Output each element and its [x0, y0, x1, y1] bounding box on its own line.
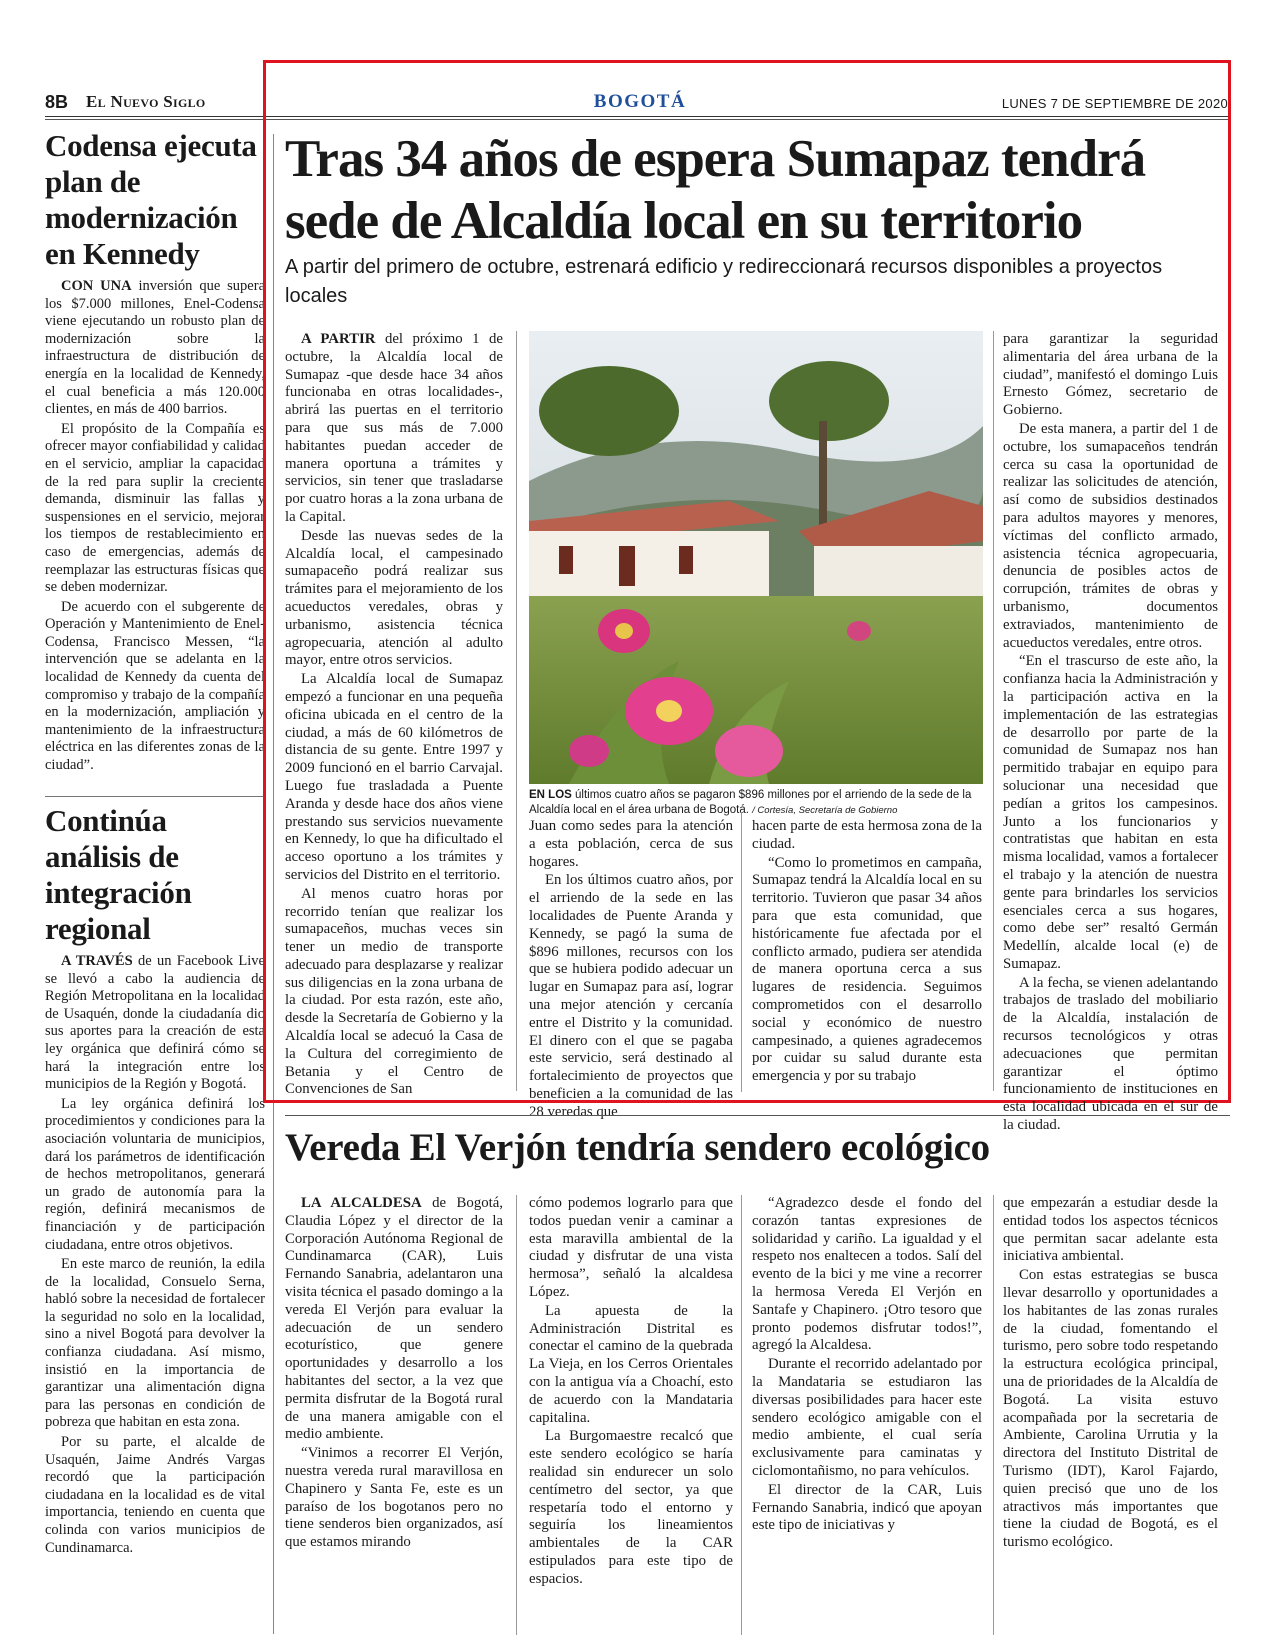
body-paragraph: Durante el recorrido adelantado por la Mandataria se estudiaron las diversas posibilidades para hacer este sendero ecológico amigable con el medio ambiente, el cual sería exclusivamente para caminatas y ciclomontañismo, no para vehículos. — [752, 1356, 982, 1479]
body-paragraph: Con estas estrategias se busca llevar desarrollo y oportunidades a los habitantes de las zonas rurales de la ciudad, fomentando el turismo, pero sobre todo respetando la estructura ecológica principal, una de prioridades de la Alcaldía de Bogotá. La visita estuvo acompañada por la secretaria de Ambiente, Carolina Urrutia y la directora del Instituto Distrital de Turismo (IDT), Karol Fajardo, quien precisó que uno de los atractivos más importantes que tiene la ciudad de Bogotá, es el turismo ecológico. — [1003, 1267, 1218, 1551]
sidebar-paragraph: De acuerdo con el subgerente de Operación y Mantenimiento de Enel-Codensa, Francisco Messen, “la intervención que se adelanta en la localidad de Kennedy da cuenta del compromiso y trabajo de la compañía en la modernización, ampliación y mantenimiento de la infraestructura eléctrica en las diferentes zonas de la ciudad”. — [45, 598, 265, 774]
body-paragraph: cómo podemos lograrlo para que todos puedan venir a caminar a esta maravilla ambiental de la ciudad y disfrutar de una vista hermosa”, señaló la alcaldesa López. — [529, 1195, 733, 1300]
sidebar-paragraph: En este marco de reunión, la edila de la localidad, Consuelo Serna, habló sobre la necesidad de fortalecer la seguridad no solo en la localidad, sino a nivel Bogotá para devolver la confianza ciudadana. Así mismo, insistió en la importancia de garantizar una alimentación digna para las personas en condición de pobreza que habitan en esta zona. — [45, 1256, 265, 1431]
sidebar-paragraph: El propósito de la Compañía es ofrecer mayor confiabilidad y calidad en el servicio, ampliar la capacidad de la red para suplir la creciente demanda, disminuir las fallas y suspensiones en el servicio, mejorar los tiempos de restablecimiento en caso de emergencias, además de reemplazar las estructuras físicas que se deben modernizar. — [45, 420, 265, 596]
photo-credit: / Cortesía, Secretaría de Gobierno — [752, 805, 898, 816]
body-paragraph: “En el trascurso de este año, la confianza hacia la Administración y la participación activa en la implementación de las estrategias de desarrollo por parte de la comunidad de Sumapaz nos han permitido trabajar en equipo para solucionar una necesidad que pedían a gritos los campesinos. Junto a los funcionarios y contratistas que habitan en esta misma localidad, vamos a fortalecer el trabajo y la atención de nuestra gente para brindarles los servicios esenciales cerca a sus hogares, como debe ser” resaltó Germán Medellín, alcalde local (e) de Sumapaz. — [1003, 653, 1218, 972]
body-paragraph: La Alcaldía local de Sumapaz empezó a funcionar en una pequeña oficina ubicada en el centro de la ciudad, a más de 60 kilómetros de distancia de su gente. Entre 1997 y 2009 funcionó en el barrio Carvajal. Luego fue trasladada a Puente Aranda y desde hace dos años viene prestando sus servicios nuevamente en Kennedy, lo que ha dificultado el acceso oportuno a los trámites y servicios del Distrito en el territorio. — [285, 671, 503, 883]
main-subhead: A partir del primero de octubre, estrenará edificio y redireccionará recursos disponibles a proyectos locales — [285, 256, 1163, 307]
rural-house-photo — [529, 331, 983, 784]
body-paragraph: “Como lo prometimos en campaña, Sumapaz tendrá la Alcaldía local en su territorio. Tuvieron que pasar 34 años para que esta comunidad, que históricamente fue afectada por el conflicto armado, pudiera ser atendida de manera oportuna cerca a sus lugares de residencia. Seguimos comprometidos con el desarrollo social y económico de nuestro campesinado, a quienes agradecemos por cuidar su salud durante esta emergencia y por su trabajo — [752, 854, 982, 1085]
body-paragraph: El director de la CAR, Luis Fernando Sanabria, indicó que apoyan este tipo de iniciativas y — [752, 1481, 982, 1534]
second-column-2 — [529, 1195, 733, 1590]
body-paragraph: “Vinimos a recorrer El Verjón, nuestra vereda rural maravillosa en Chapinero y Santa Fe, este es un paraíso de los bogotanos pero no tiene senderos bien organizados, así que estamos mirando — [285, 1445, 503, 1551]
sidebar-headline: Continúa análisis de integración regional — [45, 803, 192, 946]
column-rule — [741, 812, 742, 1092]
sidebar-paragraph: CON UNA inversión que supera los $7.000 millones, Enel-Codensa viene ejecutando un robusto plan de modernización sobre la infraestructura de distribución de energía en la localidad de Kennedy, el cual beneficia a más 120.000 clientes, en más de 400 barrios. — [45, 278, 266, 418]
kicker: A TRAVÉS — [61, 953, 133, 969]
photo-caption — [529, 788, 983, 818]
body-paragraph: Juan como sedes para la atención a esta población, cerca de sus hogares. — [529, 818, 733, 870]
main-column-2 — [529, 818, 733, 1123]
body-paragraph: La Burgomaestre recalcó que este sendero ecológico se haría realidad sin endurecer un solo centímetro del sector, ya que respetaría todo el entorno y seguiría los lineamientos ambientales de la CAR estipulados para este tipo de espacios. — [529, 1428, 733, 1587]
body-paragraph: Desde las nuevas sedes de la Alcaldía local, el campesinado sumapaceño podrá realizar sus trámites para el mejoramiento de los acueductos veredales, obras y urbanismo, asistencia técnica agropecuaria, atención al adulto mayor, entre otros servicios. — [285, 527, 503, 669]
main-column-1 — [285, 331, 503, 1100]
sidebar-paragraph: A TRAVÉS de un Facebook Live se llevó a cabo la audiencia de Región Metropolitana en la localidad de Usaquén, donde la ciudadanía dio sus aportes para la creación de esta ley orgánica que definirá cómo se hará la integración entre los municipios de la Región y Bogotá. — [45, 953, 265, 1093]
second-column-1 — [285, 1195, 503, 1553]
column-rule — [741, 1195, 742, 1635]
sidebar-paragraph: Por su parte, el alcalde de Usaquén, Jaime Andrés Vargas recordó que la participación ciudadana en la localidad es de vital importancia, teniendo en cuenta que colinda con varios municipios de Cundinamarca. — [45, 1434, 265, 1556]
sidebar-headline: Codensa ejecuta plan de modernización en Kennedy — [45, 128, 257, 271]
caption-text: últimos cuatro años se pagaron $896 millones por el arriendo de la sede de la Alcaldía local en el área urbana de Bogotá. — [529, 789, 972, 816]
sidebar-story-codensa — [45, 128, 265, 777]
issue-date: LUNES 7 DE SEPTIEMBRE DE 2020 — [1001, 96, 1228, 111]
kicker: CON UNA — [61, 278, 132, 294]
body-paragraph: para garantizar la seguridad alimentaria del área urbana de la ciudad”, manifestó el domingo Luis Ernesto Gómez, secretario de Gobierno. — [1003, 331, 1218, 419]
kicker: LA ALCALDESA — [301, 1195, 422, 1211]
kicker: A PARTIR — [301, 331, 376, 347]
body-paragraph: Al menos cuatro horas por recorrido tenían que realizar los sumapaceños, muchas veces sin tener un medio de transporte adecuado para desplazarse y realizar sus diligencias en la zona urbana de la ciudad. Por esta razón, este año, desde la Secretaría de Gobierno y la Alcaldía local se adecuó la Casa de la Cultura del corregimiento de Betania y el Centro de Convenciones de San — [285, 885, 503, 1098]
main-column-3 — [752, 818, 982, 1087]
second-column-4 — [1003, 1195, 1218, 1553]
main-column-4 — [1003, 331, 1218, 1136]
sidebar-story-integracion — [45, 803, 265, 1559]
article-photo — [529, 331, 983, 784]
second-headline: Vereda El Verjón tendría sendero ecológico — [285, 1126, 990, 1169]
caption-kicker: EN LOS — [529, 789, 572, 801]
body-paragraph: que empezarán a estudiar desde la entidad todos los aspectos técnicos que permitan sacar adelante esta iniciativa ambiental. — [1003, 1195, 1218, 1265]
body-paragraph: A PARTIR del próximo 1 de octubre, la Alcaldía local de Sumapaz -que desde hace 34 años funcionaba en otras localidades-, abrirá las puertas en el territorio para que sus más de 7.000 habitantes puedan acceder de manera oportuna a trámites y servicios, sin tener que trasladarse por cuatro horas a la zona urbana de la Capital. — [285, 331, 503, 525]
body-paragraph: De esta manera, a partir del 1 de octubre, los sumapaceños tendrán cerca su casa la oportunidad de realizar las solicitudes de atención, así como de subsidios destinados para adultos mayores y menores, víctimas del conflicto armado, asistencia técnica agropecuaria, denuncia de posibles actos de corrupción, trámites de obras y urbanismo, documentos extraviados, mantenimiento de acueductos veredales, entre otros. — [1003, 420, 1218, 651]
body-paragraph: A la fecha, se vienen adelantando trabajos de traslado del mobiliario de la Alcaldía, instalación de recursos tecnológicos y otras adecuaciones que permitan garantizar el óptimo funcionamiento de instituciones en esta localidad ubicada en el sur de la ciudad. — [1003, 974, 1218, 1134]
page-number: 8B — [45, 92, 69, 112]
body-paragraph: La apuesta de la Administración Distrital es conectar el camino de la quebrada La Vieja, en los Cerros Orientales con la antigua vía a Choachí, esto de acuerdo con la Mandataria capitalina. — [529, 1302, 733, 1426]
section-label: BOGOTÁ — [593, 91, 687, 112]
sidebar-paragraph: La ley orgánica definirá los procedimientos y condiciones para la asociación voluntaria de municipios, dará los parámetros de identificación de hechos metropolitanos, generará un grado de autonomía para la región, definirá mecanismos de financiación y de participación ciudadana, entre otros objetivos. — [45, 1095, 265, 1253]
story-divider — [285, 1115, 1230, 1116]
second-column-3 — [752, 1195, 982, 1536]
body-paragraph: En los últimos cuatro años, por el arriendo de la sede en las localidades de Puente Aranda y Kennedy, se pagó la suma de $896 millones, recursos con los que se hubiera podido adecuar un lugar en Sumapaz para así, lograr una mejor atención y cercanía entre el Distrito y la comunidad. El dinero con el que se pagaba este servicio, será destinado al fortalecimiento de proyectos que beneficien a la comunidad de las 28 veredas que — [529, 872, 733, 1120]
column-rule — [516, 1195, 517, 1635]
column-rule — [993, 1195, 994, 1635]
sidebar-divider — [45, 796, 265, 797]
main-headline: Tras 34 años de espera Sumapaz tendrá sede de Alcaldía local en su territorio — [285, 130, 1146, 250]
column-rule — [993, 331, 994, 1091]
body-paragraph: LA ALCALDESA de Bogotá, Claudia López y el director de la Corporación Autónoma Regional de Cundinamarca (CAR), Luis Fernando Sanabria, adelantaron una visita técnica el pasado domingo a la vereda El Verjón para evaluar la adecuación de un sendero ecoturístico, que genere oportunidades y desarrollo a los habitantes del sector, a la vez que permita disfrutar de la Bogotá rural de una manera amigable con el medio ambiente. — [285, 1195, 503, 1443]
column-rule — [516, 331, 517, 1091]
body-paragraph: “Agradezco desde el fondo del corazón tantas expresiones de solidaridad y cariño. La igualdad y el respeto nos enaltecen a todos. Salí del evento de la bici y me vine a recorrer la hermosa Vereda El Verjón en Santafe y Chapinero. ¡Otro tesoro que pronto podemos disfrutar todos!”, agregó la Alcaldesa. — [752, 1195, 982, 1354]
newspaper-masthead: El Nuevo Siglo — [86, 92, 206, 111]
body-paragraph: hacen parte de esta hermosa zona de la ciudad. — [752, 818, 982, 852]
